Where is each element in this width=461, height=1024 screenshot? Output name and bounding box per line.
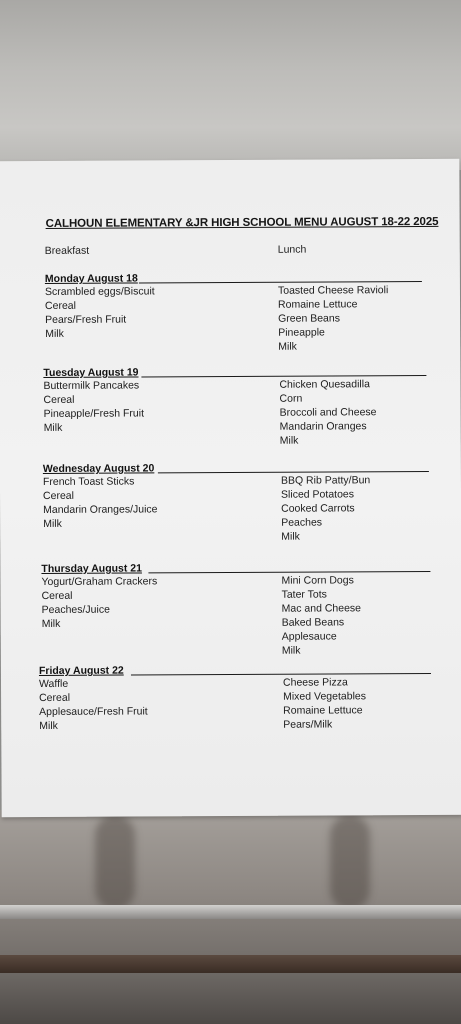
lunch-item: Chicken Quesadilla	[279, 378, 370, 391]
breakfast-item: Buttermilk Pancakes	[43, 379, 140, 392]
breakfast-list	[39, 676, 148, 733]
lunch-item: Corn	[279, 392, 303, 405]
breakfast-item: Applesauce/Fresh Fruit	[39, 705, 148, 719]
breakfast-item: Milk	[43, 421, 63, 434]
day-section	[1, 663, 461, 733]
breakfast-item: Yogurt/Graham Crackers	[41, 575, 158, 588]
lunch-item: Romaine Lettuce	[283, 704, 363, 717]
breakfast-item: Milk	[43, 517, 62, 530]
lunch-item: Mini Corn Dogs	[281, 574, 354, 587]
breakfast-item: Milk	[39, 719, 58, 733]
breakfast-item: Cereal	[45, 299, 77, 312]
countertop-background	[0, 0, 461, 170]
lunch-item: Applesauce	[281, 630, 337, 643]
breakfast-item: Pineapple/Fresh Fruit	[43, 407, 145, 420]
menu-title: CALHOUN ELEMENTARY &JR HIGH SCHOOL MENU AUGUST 18-22 2025	[45, 215, 439, 230]
lunch-item: Baked Beans	[281, 616, 345, 629]
lunch-item: Peaches	[281, 516, 323, 529]
lunch-item: Cheese Pizza	[282, 676, 348, 689]
lunch-list	[281, 473, 371, 543]
cabinet-edge	[0, 955, 461, 973]
lunch-item: Milk	[278, 340, 297, 353]
breakfast-item: French Toast Sticks	[42, 475, 135, 488]
lunch-item: Cooked Carrots	[281, 502, 355, 515]
breakfast-item: Waffle	[38, 677, 69, 691]
lunch-item: Tater Tots	[281, 588, 327, 601]
lunch-item: Romaine Lettuce	[277, 298, 358, 311]
breakfast-item: Cereal	[43, 393, 75, 406]
breakfast-column-header: Breakfast	[44, 244, 90, 257]
lunch-item: Green Beans	[278, 312, 341, 325]
breakfast-list	[45, 284, 155, 341]
lunch-item: Toasted Cheese Ravioli	[277, 284, 389, 297]
lunch-item: Milk	[279, 434, 299, 447]
lunch-item: Mac and Cheese	[281, 602, 362, 615]
breakfast-item: Milk	[41, 617, 61, 630]
day-section	[0, 561, 461, 657]
day-heading: Thursday August 21	[41, 562, 142, 575]
shadow	[95, 815, 135, 910]
breakfast-item: Milk	[45, 327, 64, 340]
day-heading: Friday August 22	[38, 664, 124, 678]
day-heading: Wednesday August 20	[42, 462, 155, 475]
metal-rail	[0, 905, 461, 919]
lunch-item: Pears/Milk	[283, 718, 333, 731]
lunch-item: Milk	[281, 644, 301, 657]
breakfast-item: Pears/Fresh Fruit	[45, 313, 127, 326]
lunch-item: Mandarin Oranges	[279, 420, 367, 433]
breakfast-list	[41, 574, 157, 631]
day-divider	[131, 673, 431, 676]
lunch-item: Sliced Potatoes	[280, 488, 355, 501]
breakfast-item: Cereal	[41, 589, 73, 602]
day-section	[0, 271, 460, 353]
lunch-list	[279, 377, 376, 448]
lunch-column-header: Lunch	[277, 243, 307, 256]
lunch-item: BBQ Rib Patty/Bun	[280, 474, 371, 487]
lunch-list	[281, 573, 361, 657]
day-section	[0, 461, 461, 543]
breakfast-item: Cereal	[42, 489, 74, 502]
lunch-item: Pineapple	[278, 326, 325, 339]
breakfast-item: Scrambled eggs/Biscuit	[44, 285, 155, 298]
lunch-list	[283, 675, 366, 731]
day-section	[0, 365, 460, 447]
menu-sheet	[0, 159, 461, 817]
breakfast-list	[43, 378, 144, 435]
breakfast-item: Peaches/Juice	[41, 603, 110, 616]
day-heading: Monday August 18	[44, 272, 138, 285]
lunch-list	[278, 283, 389, 354]
breakfast-item: Cereal	[39, 691, 71, 705]
lunch-item: Milk	[281, 530, 300, 543]
lunch-item: Broccoli and Cheese	[279, 406, 377, 419]
lunch-item: Mixed Vegetables	[283, 690, 367, 703]
shadow	[330, 815, 370, 910]
day-heading: Tuesday August 19	[43, 366, 139, 379]
breakfast-item: Mandarin Oranges/Juice	[43, 503, 158, 516]
breakfast-list	[43, 474, 158, 531]
